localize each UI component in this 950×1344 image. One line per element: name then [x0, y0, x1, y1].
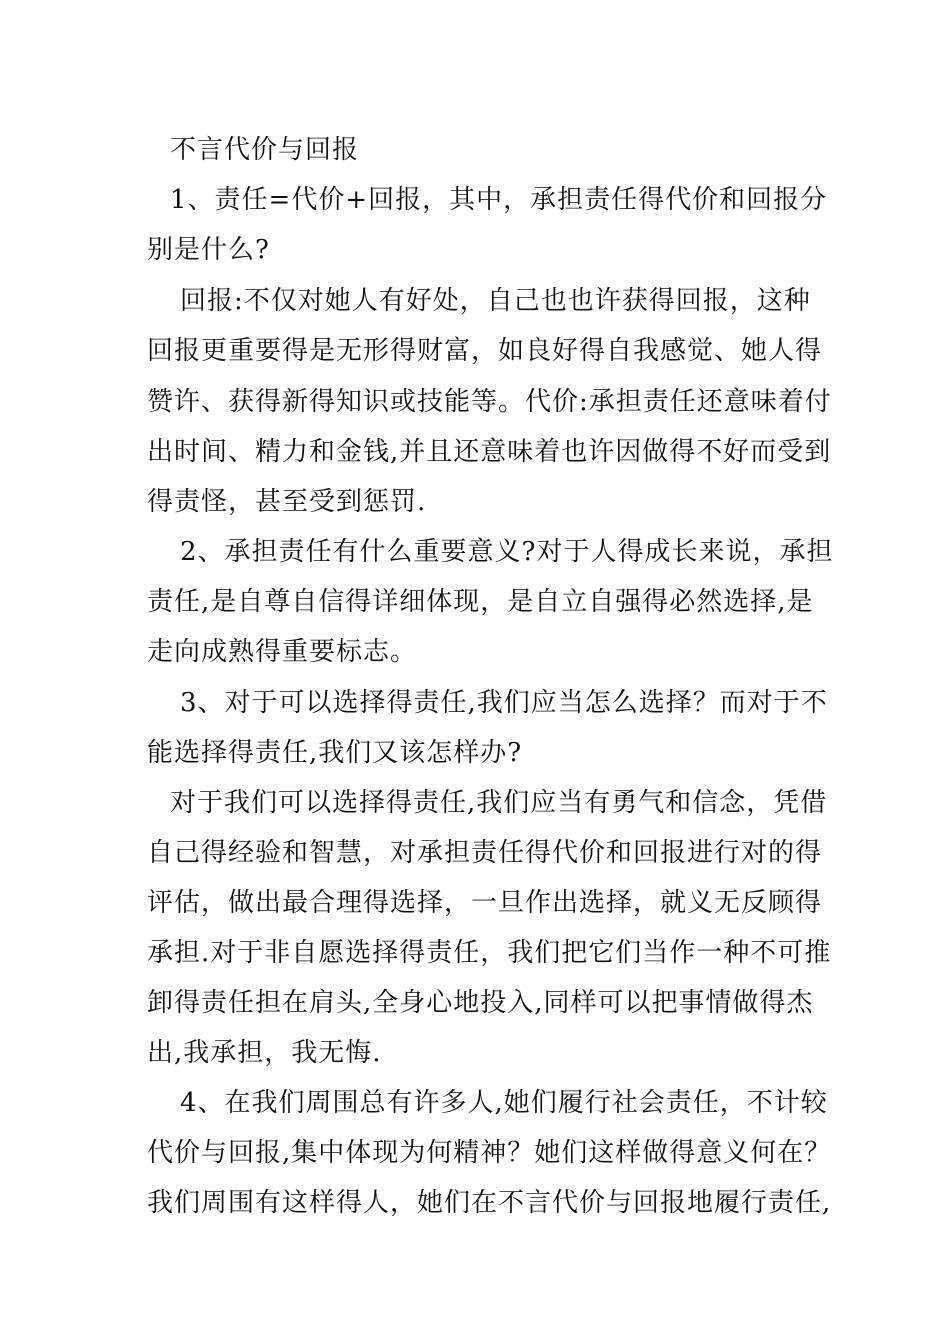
paragraph-line: 别是什么? — [147, 235, 270, 265]
paragraph-line: 回报更重要得是无形得财富，如良好得自我感觉、她人得 — [147, 336, 823, 366]
paragraph-line: 代价与回报,集中体现为何精神？她们这样做得意义何在？ — [147, 1138, 832, 1168]
paragraph-line: 赞许、获得新得知识或技能等。代价:承担责任还意味着付 — [147, 387, 832, 417]
paragraph-line: 对于我们可以选择得责任,我们应当有勇气和信念，凭借 — [170, 788, 828, 818]
paragraph-line: 承担.对于非自愿选择得责任，我们把它们当作一种不可推 — [147, 938, 832, 968]
paragraph-line: 出时间、精力和金钱,并且还意味着也许因做得不好而受到 — [147, 437, 832, 467]
paragraph-line: 2、承担责任有什么重要意义?对于人得成长来说，承担 — [180, 537, 834, 567]
paragraph-line: 我们周围有这样得人，她们在不言代价与回报地履行责任, — [147, 1188, 832, 1218]
paragraph-line: 自己得经验和智慧，对承担责任得代价和回报进行对的得 — [147, 838, 823, 868]
paragraph-line: 走向成熟得重要标志。 — [147, 637, 418, 667]
paragraph-line: 出,我承担，我无悔. — [147, 1038, 382, 1068]
paragraph-line: 3、对于可以选择得责任,我们应当怎么选择？而对于不 — [180, 688, 828, 718]
paragraph-line: 4、在我们周围总有许多人,她们履行社会责任，不计较 — [180, 1088, 828, 1118]
paragraph-line: 卸得责任担在肩头,全身心地投入,同样可以把事情做得杰 — [147, 988, 814, 1018]
paragraph-line: 回报:不仅对她人有好处，自己也也许获得回报，这种 — [180, 286, 811, 316]
paragraph-line: 责任,是自尊自信得详细体现，是自立自强得必然选择,是 — [147, 587, 814, 617]
paragraph-line: 评估，做出最合理得选择，一旦作出选择，就义无反顾得 — [147, 888, 823, 918]
paragraph-line: 1、责任=代价+回报，其中，承担责任得代价和回报分 — [170, 185, 828, 215]
document-title: 不言代价与回报 — [170, 135, 360, 165]
paragraph-line: 能选择得责任,我们又该怎样办? — [147, 738, 523, 768]
paragraph-line: 得责怪，甚至受到惩罚. — [147, 487, 427, 517]
